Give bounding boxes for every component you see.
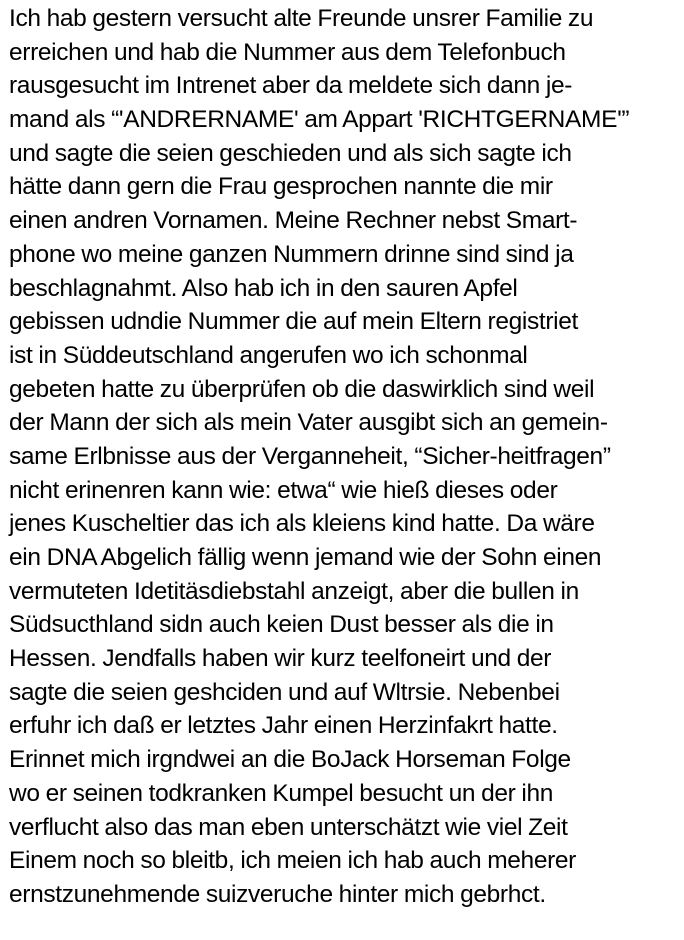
text-line: rausgesucht im Intrenet aber da meldete sich dann je- (9, 72, 573, 100)
text-line: hätte dann gern die Frau gesprochen nannte die mir (9, 173, 553, 201)
text-line: Erinnet mich irgndwei an die BoJack Horseman Folge (9, 746, 571, 774)
text-line: ist in Süddeutschland angerufen wo ich schonmal (9, 341, 528, 369)
text-line: nicht erinenren kann wie: etwa“ wie hieß dieses oder (9, 476, 558, 504)
text-line: phone wo meine ganzen Nummern drinne sind sind ja (9, 240, 574, 268)
text-line: erfuhr ich daß er letztes Jahr einen Herzinfakrt hatte. (9, 712, 558, 740)
text-line: sagte die seien geshciden und auf Wltrsie. Nebenbei (9, 678, 560, 706)
text-line: gebeten hatte zu überprüfen ob die daswirklich sind weil (9, 375, 595, 403)
text-line: Ich hab gestern versucht alte Freunde unsrer Familie zu (9, 5, 594, 32)
text-line: Südsucthland sidn auch keien Dust besser als die in (9, 611, 554, 639)
text-line: ein DNA Abgelich fällig wenn jemand wie der Sohn einen (9, 544, 602, 571)
text-line: wo er seinen todkranken Kumpel besucht un der ihn (9, 779, 554, 807)
document-page (9, 2, 681, 912)
text-line: jenes Kuscheltier das ich als kleiens kind hatte. Da wäre (9, 510, 595, 538)
text-line: einen andren Vornamen. Meine Rechner nebst Smart- (9, 207, 578, 235)
text-line: gebissen udndie Nummer die auf mein Eltern registriet (9, 308, 578, 336)
text-line: Einem noch so bleitb, ich meien ich hab auch meherer (9, 847, 576, 875)
text-line: same Erlbnisse aus der Verganneheit, “Sicher-heitfragen” (9, 442, 611, 470)
text-line: vermuteten Idetitäsdiebstahl anzeigt, aber die bullen in (9, 577, 579, 605)
text-line: ernstzunehmende suizveruche hinter mich gebrhct. (9, 880, 546, 908)
text-line: beschlagnahmt. Also hab ich in den sauren Apfel (9, 274, 518, 302)
text-line: mand als “'ANDRERNAME' am Appart 'RICHTGERNAME'” (9, 106, 630, 134)
text-line: Hessen. Jendfalls haben wir kurz teelfoneirt und der (9, 645, 552, 673)
text-line: erreichen und hab die Nummer aus dem Telefonbuch (9, 38, 566, 66)
text-line: verflucht also das man eben unterschätzt wie viel Zeit (9, 813, 568, 841)
text-line: und sagte die seien geschieden und als sich sagte ich (9, 139, 572, 167)
text-line: der Mann der sich als mein Vater ausgibt sich an gemein- (9, 409, 608, 437)
